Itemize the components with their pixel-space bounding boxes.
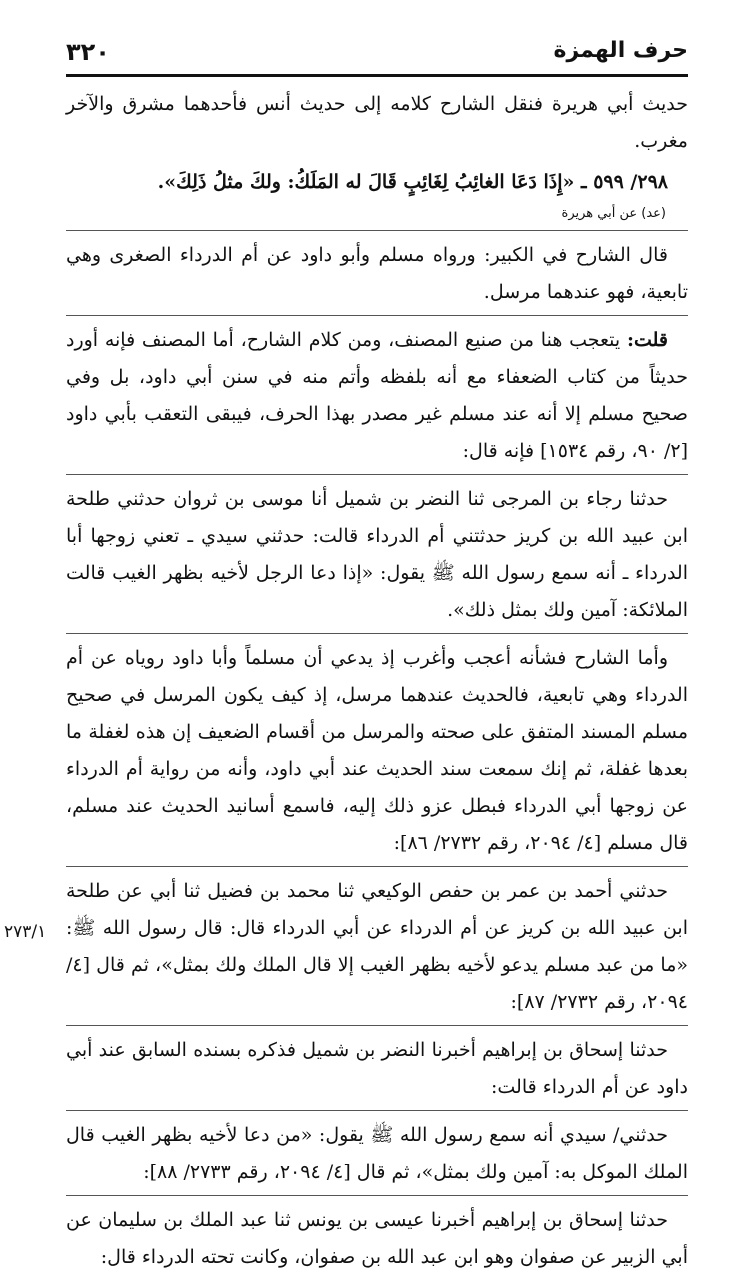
qult-text: يتعجب هنا من صنيع المصنف، ومن كلام الشارح، أما المصنف فإنه أورد حديثاً من كتاب الضعفاء مع أنه بلفظه وأتم منه في سنن أبي داود، بل وفي صحيح مسلم إلا أنه عند مسلم غير مصدر بهذا الحرف، فيبقى التعقب بأبي داود [٢/ ٩٠، رقم ١٥٣٤] فإنه قال:	[66, 329, 688, 462]
page-header	[66, 38, 688, 78]
section-divider	[66, 230, 688, 231]
commentary-paragraph: وأما الشارح فشأنه أعجب وأغرب إذ يدعي أن مسلماً وأبا داود روياه عن أم الدرداء وهي تابعية، فالحديث عندهما مرسل، إذ كيف يكون المرسل في صحيح مسلم المسند المتفق على صحته والمرسل من أقسام الضعيف إن هذه لغفلة ما بعدها غفلة، ثم إنك سمعت سند الحديث عند أبي داود، وأنه من رواية أم الدرداء عن زوجها أبي الدرداء فبطل عزو ذلك إليه، فاسمع أسانيد الحديث عند مسلم، قال مسلم [٤/ ٢٠٩٤، رقم ٢٧٣٢/ ٨٦]:	[66, 647, 688, 854]
section-divider	[66, 1025, 688, 1026]
isnad-paragraph: حدثنا رجاء بن المرجى ثنا النضر بن شميل أنا موسى بن ثروان حدثني طلحة ابن عبيد الله بن كريز حدثتني أم الدرداء قالت: حدثني سيدي ـ تعني زوجها أبا الدرداء ـ أنه سمع رسول الله ﷺ يقول: «إذا دعا الرجل لأخيه بظهر الغيب قالت الملائكة: آمين ولك بمثل ذلك».	[66, 488, 688, 621]
section-divider	[66, 474, 688, 475]
section-divider	[66, 315, 688, 316]
margin-page-reference: ٢٧٣/١	[4, 922, 47, 942]
isnad-paragraph: حدثنا إسحاق بن إبراهيم أخبرنا النضر بن شميل فذكره بسنده السابق عند أبي داود عن أم الدرداء قالت:	[66, 1039, 688, 1098]
commentary-paragraph: قال الشارح في الكبير: ورواه مسلم وأبو داود عن أم الدرداء الصغرى وهي تابعية، فهو عندهما مرسل.	[66, 244, 688, 303]
section-divider	[66, 1195, 688, 1196]
section-divider	[66, 1110, 688, 1111]
section-divider	[66, 866, 688, 867]
hadith-heading: ٢٩٨/ ٥٩٩ ـ «إِذَا دَعَا الغائِبُ لِغَائِبٍ قَالَ له المَلَكُ: ولكَ مثلُ ذَلِكَ».	[157, 171, 668, 193]
page-body	[66, 86, 688, 1280]
page-number: ٣٢٠	[66, 38, 110, 66]
hadith-source-note: (عد) عن أبي هريرة	[561, 206, 666, 221]
chapter-title: حرف الهمزة	[553, 38, 688, 63]
paragraph-continuation: حديث أبي هريرة فنقل الشارح كلامه إلى حديث أنس فأحدهما مشرق والآخر مغرب.	[66, 93, 688, 152]
header-rule	[66, 74, 688, 77]
section-divider	[66, 633, 688, 634]
qult-paragraph	[66, 322, 688, 470]
qult-label: قلت:	[626, 329, 668, 351]
isnad-paragraph: حدثنا إسحاق بن إبراهيم أخبرنا عيسى بن يونس ثنا عبد الملك بن سليمان عن أبي الزبير عن صفوان وهو ابن عبد الله بن صفوان، وكانت تحته الدرداء قال:	[66, 1209, 688, 1268]
isnad-paragraph: حدثني/ سيدي أنه سمع رسول الله ﷺ يقول: «من دعا لأخيه بظهر الغيب قال الملك الموكل به: آمين ولك بمثل»، ثم قال [٤/ ٢٠٩٤، رقم ٢٧٣٣/ ٨٨]:	[66, 1124, 688, 1183]
isnad-paragraph: حدثني أحمد بن عمر بن حفص الوكيعي ثنا محمد بن فضيل ثنا أبي عن طلحة ابن عبيد الله بن كريز عن أم الدرداء عن أبي الدرداء قال: قال رسول الله ﷺ: «ما من عبد مسلم يدعو لأخيه بظهر الغيب إلا قال الملك ولك بمثل»، ثم قال [٤/ ٢٠٩٤، رقم ٢٧٣٢/ ٨٧]:	[66, 880, 688, 1013]
